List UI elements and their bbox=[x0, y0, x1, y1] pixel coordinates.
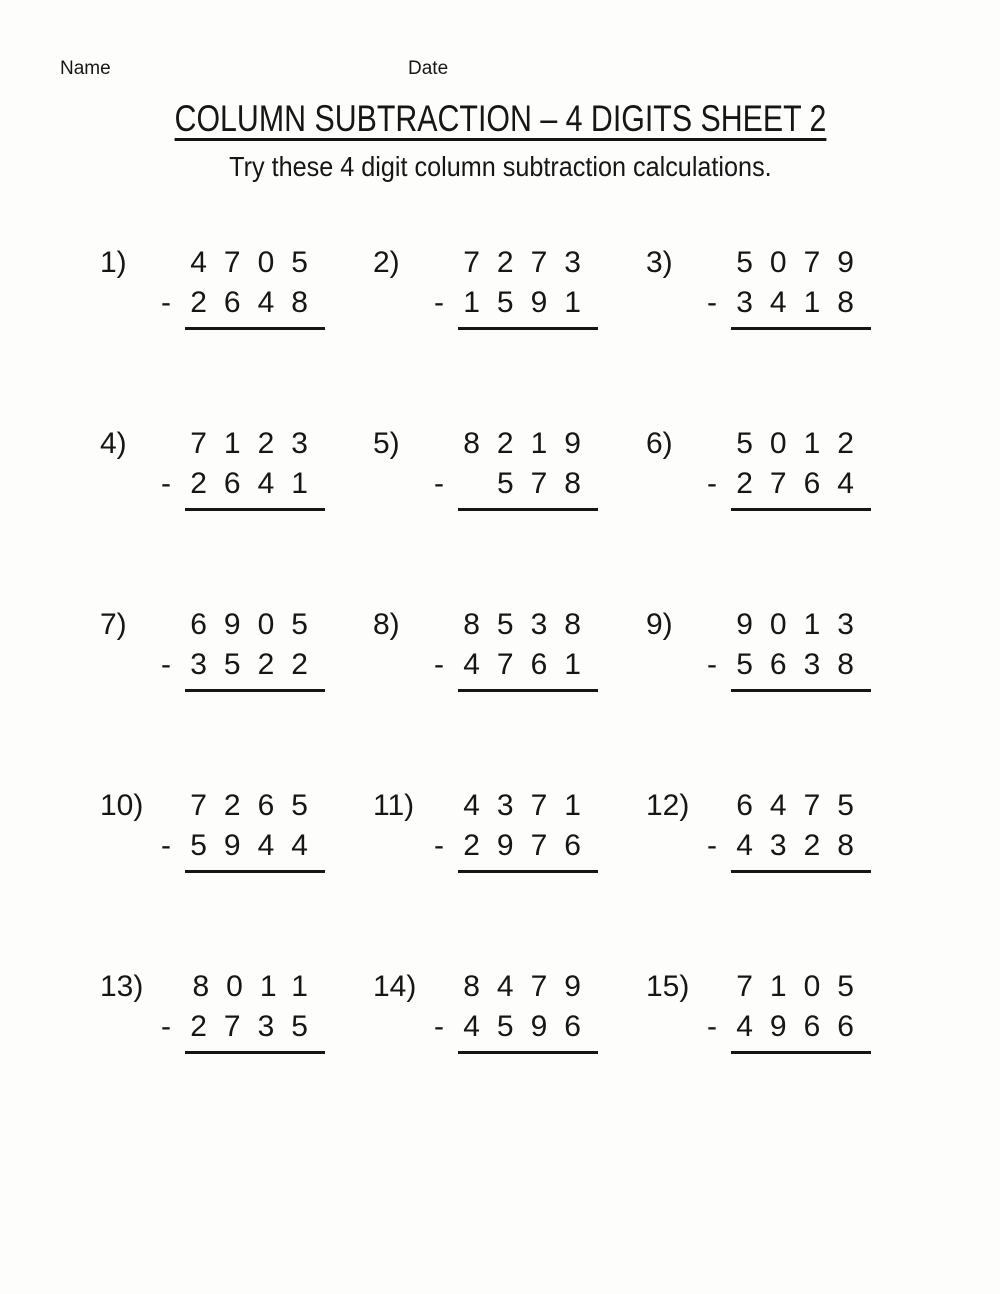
problem-work bbox=[161, 243, 325, 330]
problem-13 bbox=[100, 967, 325, 1148]
subtrahend-row bbox=[161, 283, 325, 323]
problem-work bbox=[434, 967, 598, 1054]
subtrahend: 4761 bbox=[463, 648, 598, 681]
problem-work bbox=[434, 424, 598, 511]
name-label: Name bbox=[60, 58, 111, 79]
problem-15 bbox=[646, 967, 871, 1148]
answer-line bbox=[458, 1051, 598, 1054]
subtrahend: 578 bbox=[496, 467, 598, 500]
problem-4 bbox=[100, 424, 325, 605]
minuend: 7273 bbox=[463, 246, 598, 279]
problems-grid bbox=[100, 243, 871, 1148]
subtrahend-row bbox=[161, 645, 325, 685]
subtrahend: 4328 bbox=[736, 829, 871, 862]
minus-sign: - bbox=[707, 1010, 717, 1043]
answer-line bbox=[185, 689, 325, 692]
minuend: 5079 bbox=[736, 246, 871, 279]
problem-work bbox=[161, 967, 325, 1054]
subtrahend: 5638 bbox=[736, 648, 871, 681]
problem-10 bbox=[100, 786, 325, 967]
answer-line bbox=[458, 870, 598, 873]
minuend: 8011 bbox=[192, 970, 325, 1003]
minus-sign: - bbox=[161, 648, 171, 681]
subtrahend: 3522 bbox=[190, 648, 325, 681]
minuend: 7123 bbox=[190, 427, 325, 460]
subtrahend: 4596 bbox=[463, 1010, 598, 1043]
problem-work bbox=[434, 605, 598, 692]
problem-number: 6) bbox=[646, 427, 673, 460]
subtrahend-row bbox=[161, 1007, 325, 1047]
subtrahend-row bbox=[161, 464, 325, 504]
problem-14 bbox=[373, 967, 598, 1148]
answer-line bbox=[185, 870, 325, 873]
minuend: 6475 bbox=[736, 789, 871, 822]
problem-work bbox=[434, 243, 598, 330]
minus-sign: - bbox=[434, 1010, 444, 1043]
answer-line bbox=[731, 870, 871, 873]
minus-sign: - bbox=[707, 286, 717, 319]
problem-number: 9) bbox=[646, 608, 673, 641]
answer-line bbox=[731, 327, 871, 330]
subtrahend: 2641 bbox=[190, 467, 325, 500]
problem-number: 2) bbox=[373, 246, 400, 279]
problem-work bbox=[707, 967, 871, 1054]
minuend: 8219 bbox=[463, 427, 598, 460]
subtrahend-row bbox=[707, 826, 871, 866]
subtrahend: 3418 bbox=[736, 286, 871, 319]
subtrahend: 2648 bbox=[190, 286, 325, 319]
worksheet-subtitle: Try these 4 digit column subtraction calculations. bbox=[228, 151, 772, 182]
answer-line bbox=[731, 1051, 871, 1054]
problem-work bbox=[161, 424, 325, 511]
problem-work bbox=[707, 243, 871, 330]
minuend: 4371 bbox=[463, 789, 598, 822]
problem-12 bbox=[646, 786, 871, 967]
problem-6 bbox=[646, 424, 871, 605]
problem-3 bbox=[646, 243, 871, 424]
minuend: 8479 bbox=[463, 970, 598, 1003]
problem-7 bbox=[100, 605, 325, 786]
answer-line bbox=[731, 508, 871, 511]
problem-number: 8) bbox=[373, 608, 400, 641]
subtrahend-row bbox=[707, 645, 871, 685]
answer-line bbox=[731, 689, 871, 692]
minus-sign: - bbox=[434, 467, 444, 500]
answer-line bbox=[458, 689, 598, 692]
subtrahend: 4966 bbox=[736, 1010, 871, 1043]
problem-8 bbox=[373, 605, 598, 786]
minus-sign: - bbox=[434, 829, 444, 862]
minus-sign: - bbox=[707, 829, 717, 862]
minuend: 5012 bbox=[736, 427, 871, 460]
minus-sign: - bbox=[707, 648, 717, 681]
subtitle-row bbox=[0, 150, 1000, 184]
problem-number: 1) bbox=[100, 246, 127, 279]
answer-line bbox=[185, 508, 325, 511]
subtrahend-row bbox=[434, 826, 598, 866]
problem-11 bbox=[373, 786, 598, 967]
subtrahend-row bbox=[434, 645, 598, 685]
date-label: Date bbox=[408, 58, 449, 79]
problem-work bbox=[161, 786, 325, 873]
problem-work bbox=[161, 605, 325, 692]
minuend: 7265 bbox=[190, 789, 325, 822]
minuend: 6905 bbox=[190, 608, 325, 641]
problem-number: 3) bbox=[646, 246, 673, 279]
subtrahend-row bbox=[434, 464, 598, 504]
minus-sign: - bbox=[434, 648, 444, 681]
minus-sign: - bbox=[161, 1010, 171, 1043]
minus-sign: - bbox=[707, 467, 717, 500]
worksheet-title: COLUMN SUBTRACTION – 4 DIGITS SHEET 2 bbox=[174, 98, 826, 139]
minuend: 9013 bbox=[736, 608, 871, 641]
minuend: 8538 bbox=[463, 608, 598, 641]
subtrahend: 5944 bbox=[190, 829, 325, 862]
title-row bbox=[0, 97, 1000, 141]
subtrahend-row bbox=[434, 283, 598, 323]
problem-number: 11) bbox=[373, 789, 415, 822]
problem-work bbox=[707, 605, 871, 692]
subtrahend-row bbox=[707, 1007, 871, 1047]
subtrahend: 1591 bbox=[463, 286, 598, 319]
subtrahend: 2764 bbox=[736, 467, 871, 500]
subtrahend: 2735 bbox=[190, 1010, 325, 1043]
problem-number: 10) bbox=[100, 789, 144, 822]
minus-sign: - bbox=[161, 467, 171, 500]
problem-number: 14) bbox=[373, 970, 417, 1003]
answer-line bbox=[185, 327, 325, 330]
problem-work bbox=[434, 786, 598, 873]
minuend: 4705 bbox=[190, 246, 325, 279]
problem-9 bbox=[646, 605, 871, 786]
problem-work bbox=[707, 786, 871, 873]
problem-number: 12) bbox=[646, 789, 690, 822]
minuend: 7105 bbox=[736, 970, 871, 1003]
subtrahend-row bbox=[434, 1007, 598, 1047]
problem-work bbox=[707, 424, 871, 511]
answer-line bbox=[458, 508, 598, 511]
problem-number: 7) bbox=[100, 608, 127, 641]
answer-line bbox=[458, 327, 598, 330]
problem-1 bbox=[100, 243, 325, 424]
subtrahend: 2976 bbox=[463, 829, 598, 862]
problem-number: 5) bbox=[373, 427, 400, 460]
subtrahend-row bbox=[161, 826, 325, 866]
problem-2 bbox=[373, 243, 598, 424]
minus-sign: - bbox=[161, 829, 171, 862]
subtrahend-row bbox=[707, 283, 871, 323]
answer-line bbox=[185, 1051, 325, 1054]
problem-number: 13) bbox=[100, 970, 144, 1003]
minus-sign: - bbox=[434, 286, 444, 319]
minus-sign: - bbox=[161, 286, 171, 319]
problem-number: 15) bbox=[646, 970, 690, 1003]
problem-5 bbox=[373, 424, 598, 605]
subtrahend-row bbox=[707, 464, 871, 504]
problem-number: 4) bbox=[100, 427, 127, 460]
